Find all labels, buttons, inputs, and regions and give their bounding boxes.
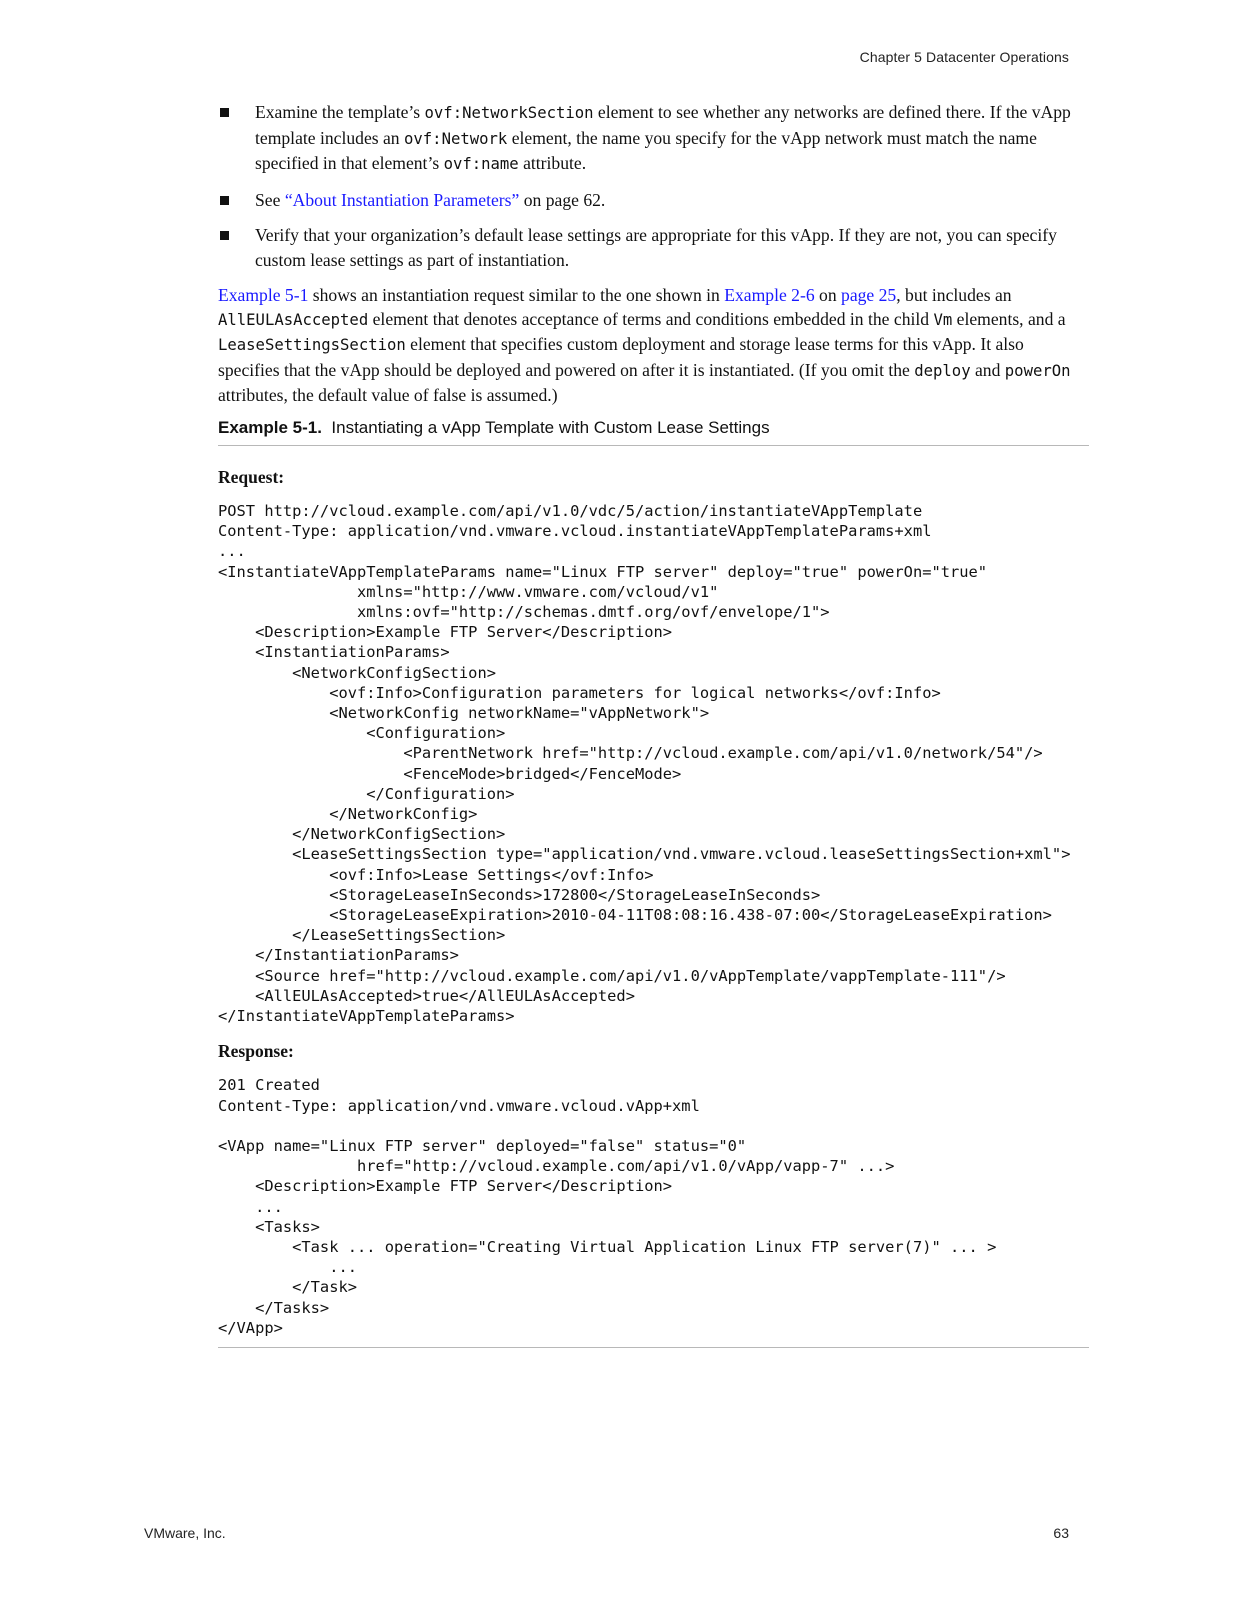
footer-company: VMware, Inc. [144,1525,226,1541]
example-title: Instantiating a vApp Template with Custom Lease Settings [331,418,770,438]
paragraph-text: , but includes an [896,285,1012,305]
inline-code: ovf:Network [404,129,508,148]
example-caption [218,418,1089,446]
intro-paragraph [218,283,1089,407]
bullet-text: element, the name you specify for the vApp network must match the name specified in that element’s [255,127,1037,173]
paragraph-text: on [814,285,842,305]
bullet-text: on page 62. [519,189,606,210]
page-25-link[interactable]: page 25 [841,285,897,305]
bullet-text: element to see whether any networks are defined there. If the vApp template includes an [255,102,1071,148]
example-label: Example 5-1. [218,418,322,438]
paragraph-text: elements, and a [952,309,1066,330]
response-code-block: 201 Created Content-Type: application/vnd.vmware.vcloud.vApp+xml <VApp name="Linux FTP server" deployed="false" status="0" href="http://vcloud.example.com/api/v1.0/vApp/vapp-7" ...> <Description>Example FTP Server</Description> ... <Tasks> <Task ... operation="Creating Virtual Application Linux FTP server(7)" ... > ... </Task> </Tasks> </VApp> [218,1076,997,1337]
inline-code: AllEULAsAccepted [218,311,369,330]
bullet-item [218,188,1089,213]
bullet-square-icon [220,231,229,240]
footer-page-number: 63 [1053,1525,1069,1541]
example-5-1-link[interactable]: Example 5-1 [218,285,309,305]
request-heading: Request: [218,467,285,488]
paragraph-text: shows an instantiation request similar to the one shown in [308,285,725,305]
chapter-header: Chapter 5 Datacenter Operations [859,49,1069,65]
paragraph-text: element that denotes acceptance of terms and conditions embedded in the child [368,309,934,330]
bullet-square-icon [220,196,229,205]
about-instantiation-parameters-link[interactable]: “About Instantiation Parameters” [284,189,520,210]
inline-code: Vm [933,311,953,330]
bullet-list [218,100,1089,272]
inline-code: deploy [914,361,971,380]
example-2-6-link[interactable]: Example 2-6 [724,285,815,305]
inline-code: LeaseSettingsSection [218,336,406,355]
inline-code: ovf:NetworkSection [424,104,594,122]
bullet-item [218,223,1089,272]
bullet-square-icon [220,108,229,117]
example-end-rule [218,1347,1089,1348]
paragraph-text: element that specifies custom deployment and storage lease terms for this vApp. It also specifies that the vApp should be deployed and powered on after it is instantiated. (If you omit the [218,334,1024,380]
inline-code: ovf:name [443,155,519,173]
page-content [218,100,1089,1348]
paragraph-text: attributes, the default value of false is assumed.) [218,384,558,405]
bullet-text: attribute. [518,153,587,173]
request-code-block: POST http://vcloud.example.com/api/v1.0/vdc/5/action/instantiateVAppTemplate Content-Type: application/vnd.vmware.vcloud.instantiateVAppTemplateParams+xml ... <InstantiateVAppTemplateParams name="Linux FTP server" deploy="true" powerOn="true" xmlns="http://www.vmware.com/vcloud/v1" xmlns:ovf="http://schemas.dmtf.org/ovf/envelope/1"> <Description>Example FTP Server</Description> <InstantiationParams> <NetworkConfigSection> <ovf:Info>Configuration parameters for logical networks</ovf:Info> <NetworkConfig networkName="vAppNetwork"> <Configuration> <ParentNetwork href="http://vcloud.example.com/api/v1.0/network/54"/> <FenceMode>bridged</FenceMode> </Configuration> </NetworkConfig> </NetworkConfigSection> <LeaseSettingsSection type="application/vnd.vmware.vcloud.leaseSettingsSection+xml"> <ovf:Info>Lease Settings</ovf:Info> <StorageLeaseInSeconds>172800</StorageLeaseInSeconds> <StorageLeaseExpiration>2010-04-11T08:08:16.438-07:00</StorageLeaseExpiration> </LeaseSettingsSection> </InstantiationParams> <Source href="http://vcloud.example.com/api/v1.0/vAppTemplate/vappTemplate-111"/> <AllEULAsAccepted>true</AllEULAsAccepted> </InstantiateVAppTemplateParams> [218,502,1071,1026]
bullet-item [218,100,1089,177]
inline-code: powerOn [1004,361,1071,380]
paragraph-text: and [970,359,1005,380]
bullet-text: Verify that your organization’s default lease settings are appropriate for this vApp. If they are not, you can specify custom lease settings as part of instantiation. [255,225,1057,270]
bullet-text: See [255,189,285,210]
bullet-text: Examine the template’s [255,102,425,122]
response-heading: Response: [218,1041,294,1062]
